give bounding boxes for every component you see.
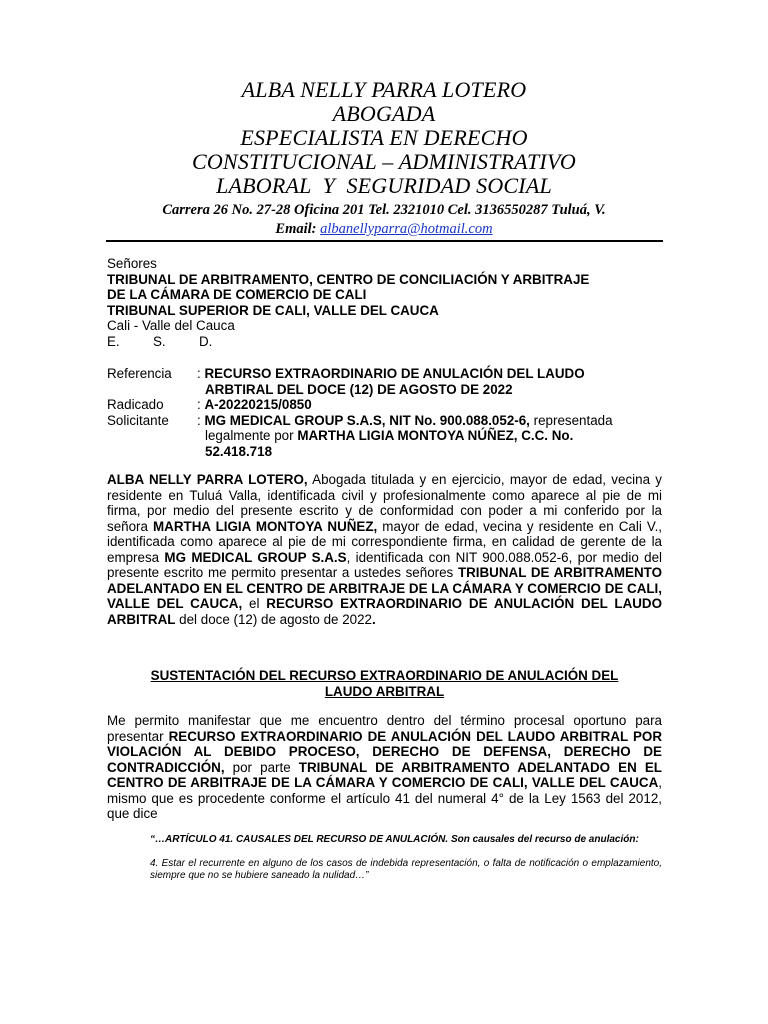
recurso-name: RECURSO EXTRAORDINARIO DE ANULACIÓN DEL LAUDO ARBITRAL: [107, 596, 663, 627]
company-name: MG MEDICAL GROUP S.A.S: [164, 549, 347, 565]
recipient-line-2: DE LA CÁMARA DE COMERCIO DE CALI: [107, 287, 367, 302]
esd-s: S.: [153, 333, 166, 349]
tribunal-name: TRIBUNAL DE ARBITRAMENTO ADELANTADO EN EL CENTRO DE ARBITRAJE DE LA CÁMARA Y COMERCIO DE CALI, VALLE DEL CAUCA,: [107, 565, 662, 611]
author-name: ALBA NELLY PARRA LOTERO,: [107, 472, 308, 487]
esd-line: [107, 334, 662, 350]
specialty-line-3: LABORAL Y SEGURIDAD SOCIAL: [216, 173, 552, 198]
quote-article: “…ARTÍCULO 41. CAUSALES DEL RECURSO DE ANULACIÓN. Son causales del recurso de anulación:: [150, 834, 639, 845]
specialty-line-2: CONSTITUCIONAL – ADMINISTRATIVO: [191, 149, 577, 174]
recipient-line-1: TRIBUNAL DE ARBITRAMENTO, CENTRO DE CONCILIACIÓN Y ARBITRAJE: [107, 271, 590, 287]
contact-line: Carrera 26 No. 27-28 Oficina 201 Tel. 2321010 Cel. 3136550287 Tuluá, V.: [162, 202, 606, 218]
reference-value-2: ARBTIRAL DEL DOCE (12) DE AGOSTO DE 2022: [205, 381, 513, 397]
sustentacion-recurso: RECURSO EXTRAORDINARIO DE ANULACIÓN DEL LAUDO ARBITRAL POR VIOLACIÓN AL DEBIDO PROCESO, DERECHO DE DEFENSA, DERECHO DE CONTRADICCIÓN,: [107, 728, 662, 775]
recipient-city: Cali - Valle del Cauca: [107, 318, 235, 333]
solicitante-row: [107, 413, 662, 460]
lawyer-name: ALBA NELLY PARRA LOTERO: [241, 77, 527, 102]
solicitante-company: MG MEDICAL GROUP S.A.S, NIT No. 900.088.052-6,: [204, 412, 530, 428]
reference-value-1: RECURSO EXTRAORDINARIO DE ANULACIÓN DEL LAUDO: [204, 366, 585, 381]
solicitante-label: Solicitante: [107, 412, 169, 428]
sustentacion-text-2: por parte: [224, 759, 299, 775]
solicitante-represented: representada: [533, 412, 613, 428]
radicado-label: Radicado: [107, 397, 164, 412]
section-title-line-1: SUSTENTACIÓN DEL RECURSO EXTRAORDINARIO DE ANULACIÓN DEL: [150, 668, 619, 683]
specialty-line-1: ESPECIALISTA EN DERECHO: [240, 125, 528, 150]
paragraph-text-4: el: [242, 596, 267, 611]
salutation: Señores: [107, 256, 157, 271]
paragraph-text-3: , identificada con NIT 900.088.052-6, por medio del presente escrito me permito presentar a ustedes señores: [107, 549, 662, 580]
recipient-block: [107, 256, 662, 349]
email-line: [0, 220, 768, 238]
email-link[interactable]: albanellyparra@hotmail.com: [320, 221, 493, 237]
solicitante-value: : MG MEDICAL GROUP S.A.S, NIT No. 900.088.052-6, representada legalmente por MARTHA LIGIA MONTOYA NÚÑEZ, C.C. No. 52.418.718: [197, 413, 662, 460]
reference-block: [107, 366, 662, 459]
sustentacion-text-3: , mismo que es procedente conforme el artículo 41 del numeral 4° de la Ley 1563 del 2012, que dice: [107, 775, 662, 821]
recipient-line-3: TRIBUNAL SUPERIOR DE CALI, VALLE DEL CAUCA: [107, 302, 439, 318]
paragraph-text-2: mayor de edad, vecina y residente en Cali V., identificada como aparece al pie de mi correspondiente firma, en calidad de gerente de la empresa: [107, 518, 663, 565]
main-paragraph: [107, 472, 662, 627]
quote-block: [150, 834, 662, 882]
solicitante-legal: legalmente por: [205, 428, 294, 443]
reference-label: Referencia: [107, 366, 172, 381]
letterhead: [0, 78, 768, 238]
reference-row: [107, 366, 662, 397]
client-name: MARTHA LIGIA MONTOYA NUÑEZ,: [153, 518, 378, 534]
sustentacion-paragraph: [107, 713, 662, 822]
radicado-value: A-20220215/0850: [204, 397, 312, 412]
solicitante-id: 52.418.718: [205, 443, 273, 459]
paragraph-text-1: Abogada titulada y en ejercicio, mayor de edad, vecina y residente en Tuluá Valla, identificada civil y profesionalmente como aparece al pie de mi firma, por medio del presente escrito y de conformidad con poder a mi conferido por la señora: [107, 472, 662, 534]
radicado-row: Radicado : A-20220215/0850: [107, 397, 312, 412]
lawyer-title: ABOGADA: [332, 101, 436, 126]
paragraph-period: .: [371, 611, 376, 627]
header-divider: [106, 240, 663, 242]
sustentacion-tribunal: TRIBUNAL DE ARBITRAMENTO ADELANTADO EN EL CENTRO DE ARBITRAJE DE LA CÁMARA Y COMERCIO DE CALI, VALLE DEL CAUCA: [107, 759, 662, 790]
esd-d: D.: [199, 333, 213, 349]
email-label: Email:: [275, 221, 317, 237]
esd-e: E.: [107, 333, 120, 349]
quote-numeral: 4. Estar el recurrente en alguno de los casos de indebida representación, o falta de notificación o emplazamiento, siempre que no se hubiere saneado la nulidad…”: [150, 858, 662, 881]
section-title-line-2: LAUDO ARBITRAL: [324, 683, 445, 699]
reference-value: : RECURSO EXTRAORDINARIO DE ANULACIÓN DEL LAUDO ARBTIRAL DEL DOCE (12) DE AGOSTO DE 2022: [197, 366, 662, 397]
section-title: [107, 668, 662, 699]
paragraph-date: del doce (12) de agosto de 2022: [175, 611, 372, 627]
sustentacion-text-1: Me permito manifestar que me encuentro dentro del término procesal oportuno para presentar: [107, 713, 662, 744]
solicitante-representative: MARTHA LIGIA MONTOYA NÚÑEZ, C.C. No.: [297, 428, 574, 443]
